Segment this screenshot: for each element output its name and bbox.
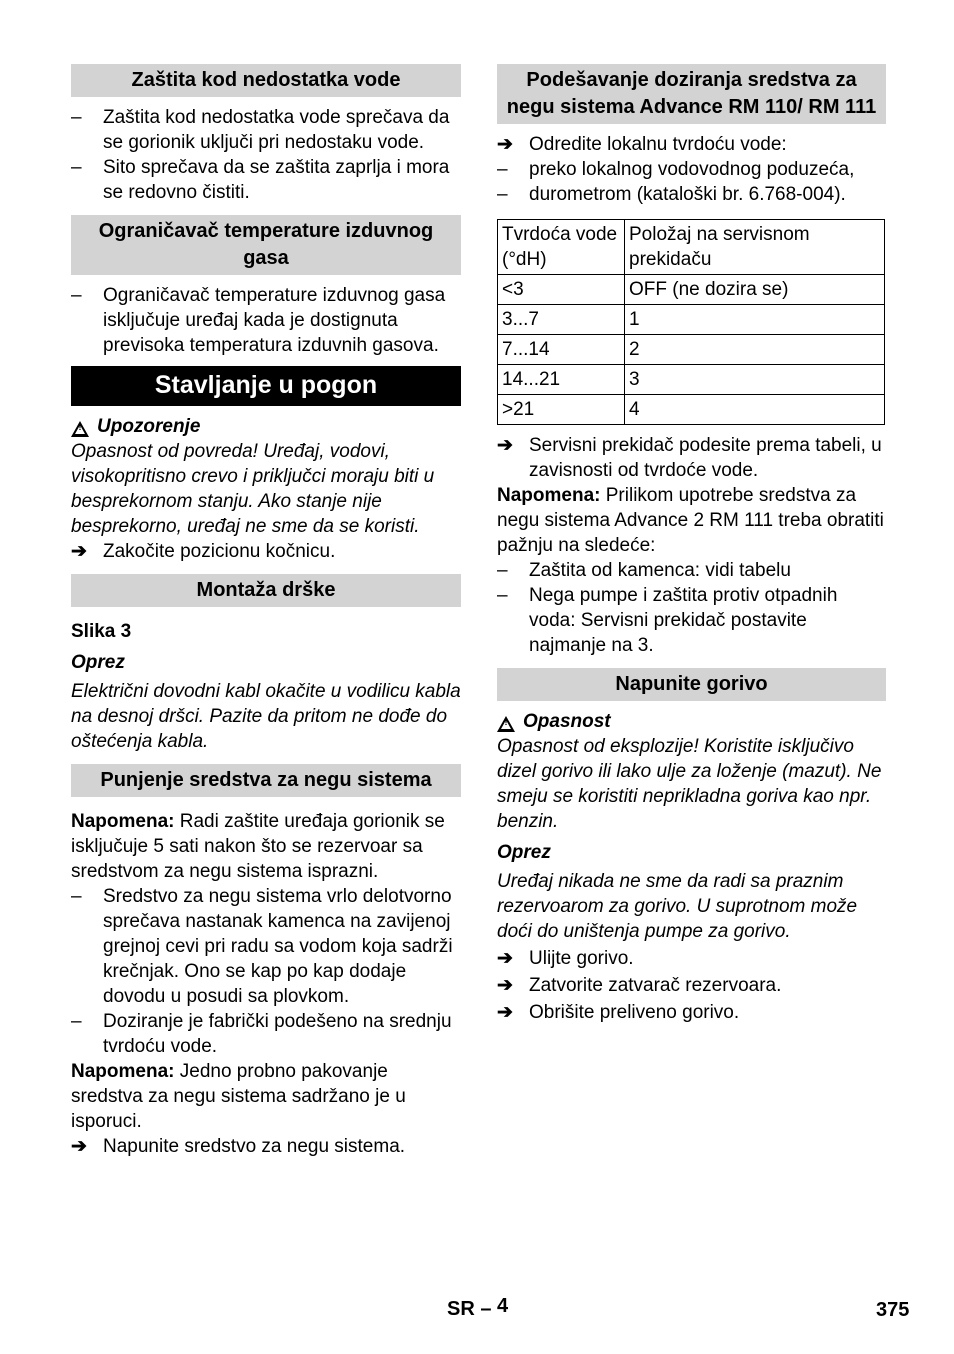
arrow-icon: ➔	[497, 134, 513, 155]
right-column	[497, 64, 886, 1025]
table-cell: 1	[625, 305, 885, 335]
table-header-cell: Tvrdoća vode (°dH)	[498, 220, 625, 275]
arrow-icon: ➔	[497, 435, 513, 456]
note-paragraph: Napomena: Radi zaštite uređaja gorionik se isključuje 5 sati nakon što se rezervoar sa sredstvom za negu sistema isprazni.	[71, 811, 445, 882]
arrow-icon: ➔	[497, 975, 513, 996]
arrow-icon: ➔	[71, 1136, 87, 1157]
note-paragraph: Napomena: Prilikom upotrebe sredstva za negu sistema Advance 2 RM 111 treba obratiti pažnju na sledeće:	[497, 485, 884, 556]
caution-text: Uređaj nikada ne sme da radi sa praznim rezervoarom za gorivo. U suprotnom može doći do uništenja pumpe za gorivo.	[497, 871, 858, 942]
instruction-step: ➔ Zatvorite zatvarač rezervoara.	[497, 975, 782, 996]
table-row	[498, 395, 885, 425]
table-header-cell: Položaj na servisnom prekidaču	[625, 220, 885, 275]
table-cell: <3	[498, 275, 625, 305]
list-item: – Sredstvo za negu sistema vrlo delotvorno sprečava nastanak kamenca na zavijenoj grejnoj cevi pri radu sa vodom koja sadrži krečnjak. Ono se kap po kap dodaje dovodu u posudi sa plovkom.	[71, 884, 461, 1009]
instruction-step: ➔ Napunite sredstvo za negu sistema.	[71, 1136, 406, 1157]
arrow-icon: ➔	[497, 1002, 513, 1023]
arrow-icon: ➔	[71, 541, 87, 562]
left-column	[71, 64, 461, 1159]
danger-heading: ! Opasnost	[497, 709, 886, 734]
figure-reference: Slika 3	[71, 621, 132, 642]
warning-icon: !	[71, 419, 89, 435]
list-item: – Zaštita od kamenca: vidi tabelu	[497, 558, 886, 583]
table-cell: 7...14	[498, 335, 625, 365]
table-cell: 4	[625, 395, 885, 425]
warning-text: Opasnost od povreda! Uređaj, vodovi, visokopritisno crevo i priključci moraju biti u besprekornom stanju. Ako stanje nije besprekorno, uređaj ne sme da se koristi.	[71, 441, 435, 537]
list-item: – durometrom (kataloški br. 6.768-004).	[497, 182, 886, 207]
list-item: – Sito sprečava da se zaštita zaprlja i mora se redovno čistiti.	[71, 155, 461, 205]
instruction-step: ➔ Zakočite pozicionu kočnicu.	[71, 541, 336, 562]
instruction-step: ➔ Obrišite preliveno gorivo.	[497, 1002, 740, 1023]
instruction-step: ➔ Odredite lokalnu tvrdoću vode:	[497, 134, 787, 155]
section-heading-care-fill: Punjenje sredstva za negu sistema	[71, 764, 461, 797]
arrow-icon: ➔	[497, 948, 513, 969]
table-row	[498, 365, 885, 395]
danger-text: Opasnost od eksplozije! Koristite isključivo dizel gorivo ili lako ulje za loženje (mazut). Ne smeju se koristiti neprikladna goriva kao npr. benzin.	[497, 736, 882, 832]
warning-icon: !	[497, 714, 515, 730]
note-paragraph: Napomena: Jedno probno pakovanje sredstva za negu sistema sadržano je u isporuci.	[71, 1061, 406, 1132]
list-item: – preko lokalnog vodovodnog poduzeća,	[497, 157, 886, 182]
table-cell: OFF (ne dozira se)	[625, 275, 885, 305]
table-cell: 2	[625, 335, 885, 365]
table-cell: 14...21	[498, 365, 625, 395]
main-heading: Stavljanje u pogon	[71, 366, 461, 406]
table-cell: >21	[498, 395, 625, 425]
list-item: – Ograničavač temperature izduvnog gasa isključuje uređaj kada je dostignuta previsoka temperatura izduvnih gasova.	[71, 283, 461, 358]
instruction-step: ➔ Ulijte gorivo.	[497, 948, 634, 969]
table-cell: 3...7	[498, 305, 625, 335]
warning-heading: ! Upozorenje	[71, 414, 461, 439]
caution-text: Električni dovodni kabl okačite u vodilicu kabla na desnoj dršci. Pazite da pritom ne dođe do oštećenja kabla.	[71, 681, 461, 752]
table-header-row	[498, 220, 885, 275]
list-item: – Nega pumpe i zaštita protiv otpadnih voda: Servisni prekidač postavite najmanje na 3.	[497, 583, 886, 658]
table-cell: 3	[625, 365, 885, 395]
caution-heading: Oprez	[497, 842, 551, 863]
list-item: – Doziranje je fabrički podešeno na srednju tvrdoću vode.	[71, 1009, 461, 1059]
table-row	[498, 335, 885, 365]
table-row	[498, 275, 885, 305]
page-number: 375	[876, 1299, 910, 1321]
section-heading-dosing: Podešavanje doziranja sredstva za negu sistema Advance RM 110/ RM 111	[497, 64, 886, 124]
section-heading-fuel: Napunite gorivo	[497, 668, 886, 701]
instruction-step: ➔ Servisni prekidač podesite prema tabeli, u zavisnosti od tvrdoće vode.	[497, 435, 882, 481]
list-item: – Zaštita kod nedostatka vode sprečava da se gorionik uključi pri nedostaku vode.	[71, 105, 461, 155]
section-heading-handle: Montaža drške	[71, 574, 461, 607]
footer-language-page: SR – 4	[447, 1295, 509, 1320]
section-heading-water-shortage: Zaštita kod nedostatka vode	[71, 64, 461, 97]
table-row	[498, 305, 885, 335]
caution-heading: Oprez	[71, 652, 125, 673]
section-heading-exhaust-limiter: Ograničavač temperature izduvnog gasa	[71, 215, 461, 275]
hardness-table	[497, 219, 885, 425]
